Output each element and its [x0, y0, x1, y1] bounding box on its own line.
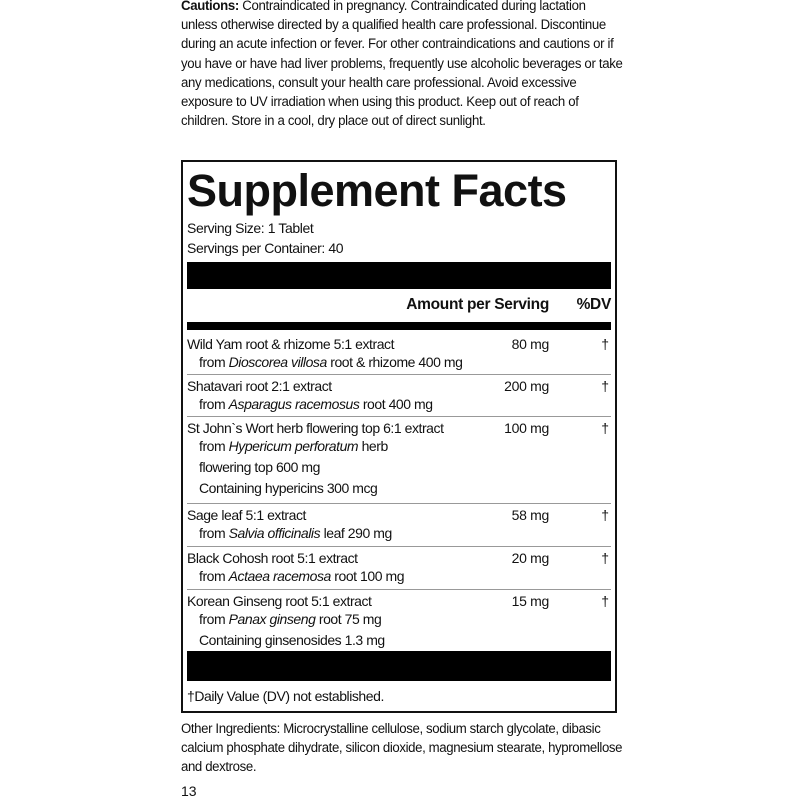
botanical-name: Actaea racemosa [228, 568, 331, 584]
ingredient-name: Wild Yam root & rhizome 5:1 extract [187, 336, 395, 352]
cautions-label: Cautions: [181, 0, 239, 14]
header-percent-dv: %DV [576, 296, 611, 313]
row-separator [187, 416, 611, 417]
ingredient-amount: 20 mg [511, 550, 549, 566]
ingredient-dv: † [601, 336, 609, 352]
row-separator [187, 546, 611, 547]
dv-footnote: †Daily Value (DV) not established. [187, 688, 384, 704]
ingredient-row [187, 378, 611, 420]
row-separator [187, 374, 611, 375]
source-text: flowering top 600 mg [199, 459, 320, 475]
source-text: leaf 290 mg [320, 525, 392, 541]
botanical-name: Hypericum perforatum [228, 438, 359, 454]
source-text: from [199, 396, 229, 412]
header-divider-bar [187, 322, 611, 330]
row-separator [187, 589, 611, 590]
ingredient-amount: 58 mg [511, 507, 549, 523]
source-text: root & rhizome 400 mg [326, 354, 463, 370]
bottom-divider-bar [187, 651, 611, 681]
ingredient-dv: † [601, 420, 609, 436]
ingredient-dv: † [601, 507, 609, 523]
cautions-text: Contraindicated in pregnancy. Contraindicated during lactation unless otherwise directed by a qualified health care professional. Discontinue during an acute infection or fever. For other contraindications and cautions or if you have or have had liver problems, frequently use alcoholic beverages or take any medications, consult your health care professional. Avoid excessive exposure to UV irradiation when using this product. Keep out of reach of children. Store in a cool, dry place out of direct sunlight. [181, 0, 623, 130]
ingredient-source-line [199, 354, 462, 370]
source-text: root 100 mg [330, 568, 405, 584]
ingredient-dv: † [601, 593, 609, 609]
cautions-paragraph [181, 0, 623, 131]
source-text: root 75 mg [315, 611, 382, 627]
header-amount-per-serving: Amount per Serving [406, 296, 549, 313]
servings-per-container: Servings per Container: 40 [187, 240, 344, 256]
ingredient-amount: 15 mg [511, 593, 549, 609]
ingredient-name: Shatavari root 2:1 extract [187, 378, 332, 394]
other-ingredients: Other Ingredients: Microcrystalline cellulose, sodium starch glycolate, dibasic calcium phosphate dihydrate, silicon dioxide, magnesium stearate, hypromellose and dextrose. [181, 721, 623, 775]
source-text: from [199, 611, 229, 627]
ingredient-source-line [199, 459, 320, 475]
page-number: 13 [181, 783, 197, 799]
row-separator [187, 503, 611, 504]
ingredient-amount: 100 mg [504, 420, 549, 436]
ingredient-row [187, 593, 611, 651]
ingredient-dv: † [601, 550, 609, 566]
source-text: from [199, 568, 229, 584]
supplement-facts-panel [181, 160, 617, 713]
botanical-name: Dioscorea villosa [228, 354, 327, 370]
ingredient-row [187, 336, 611, 378]
source-text: from [199, 354, 229, 370]
ingredient-source-line [199, 568, 404, 584]
source-text: Containing ginsenosides 1.3 mg [199, 632, 385, 648]
ingredient-row [187, 550, 611, 593]
botanical-name: Panax ginseng [228, 611, 316, 627]
ingredient-name: Sage leaf 5:1 extract [187, 507, 306, 523]
ingredient-name: Korean Ginseng root 5:1 extract [187, 593, 372, 609]
ingredient-source-line [199, 438, 388, 454]
ingredient-dv: † [601, 378, 609, 394]
ingredient-amount: 80 mg [511, 336, 549, 352]
botanical-name: Asparagus racemosus [228, 396, 360, 412]
ingredient-name: Black Cohosh root 5:1 extract [187, 550, 358, 566]
thick-divider-bar [187, 262, 611, 289]
ingredient-row [187, 507, 611, 550]
source-text: root 400 mg [359, 396, 433, 412]
botanical-name: Salvia officinalis [228, 525, 321, 541]
ingredient-amount: 200 mg [504, 378, 549, 394]
panel-title: Supplement Facts [187, 165, 567, 216]
serving-size: Serving Size: 1 Tablet [187, 220, 314, 236]
ingredient-source-line [199, 396, 433, 412]
ingredient-source-line [199, 611, 381, 627]
ingredient-source-line [199, 480, 377, 496]
ingredient-row [187, 420, 611, 507]
source-text: Containing hypericins 300 mcg [199, 480, 378, 496]
source-text: from [199, 438, 229, 454]
ingredient-name: St John`s Wort herb flowering top 6:1 extract [187, 420, 444, 436]
ingredient-source-line [199, 632, 385, 648]
source-text: from [199, 525, 229, 541]
ingredient-source-line [199, 525, 392, 541]
source-text: herb [358, 438, 388, 454]
